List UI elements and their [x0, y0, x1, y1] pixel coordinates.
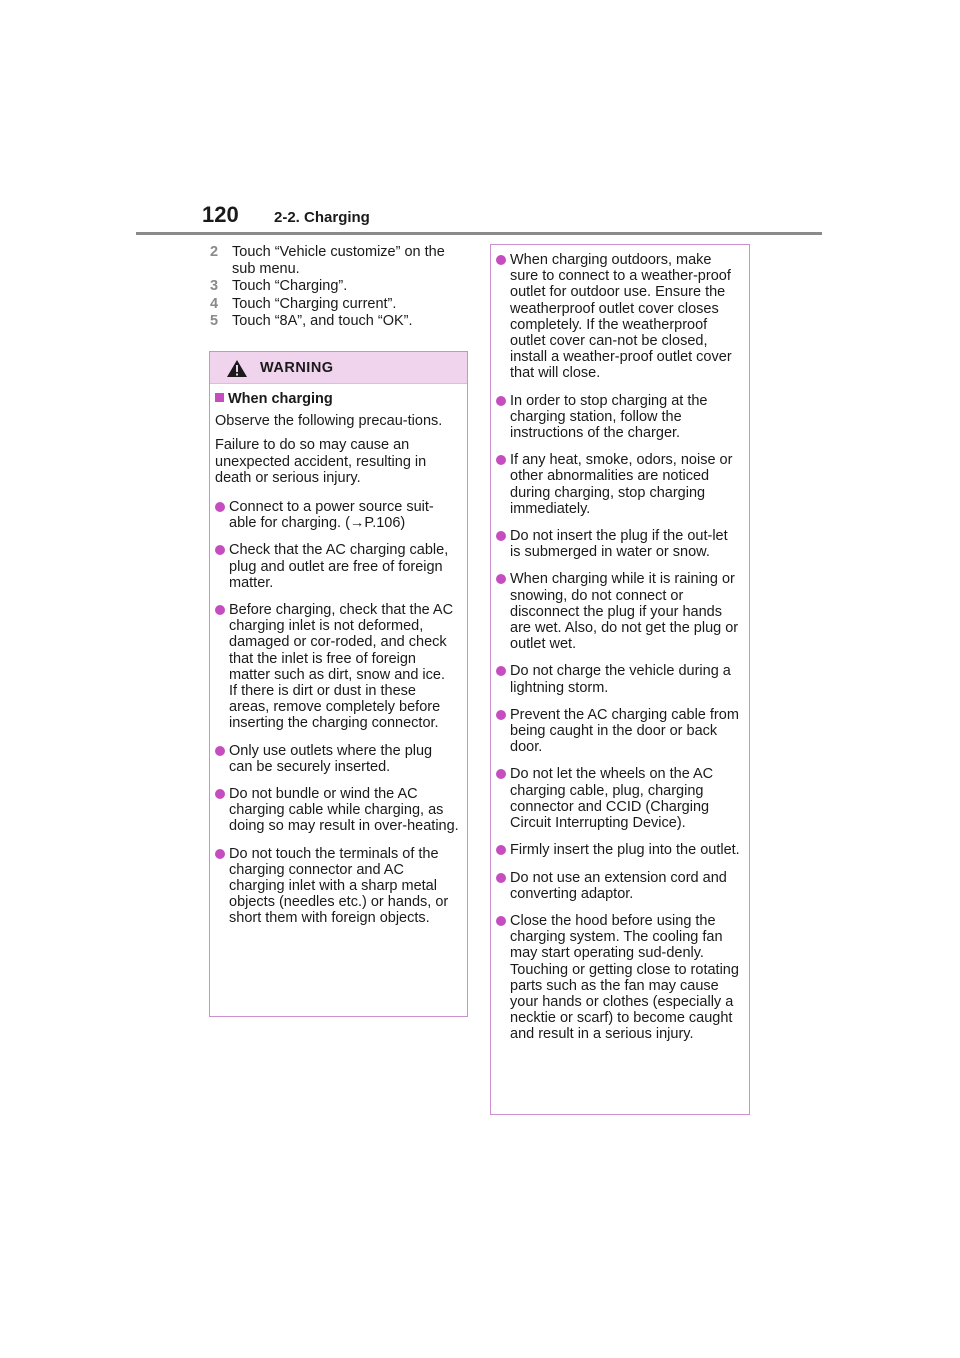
list-item: [215, 786, 459, 835]
procedure-steps: [210, 244, 470, 331]
list-item: [496, 842, 741, 858]
bullet-dot-icon: [215, 746, 225, 756]
step-number: 4: [210, 295, 219, 312]
list-item-text: Prevent the AC charging cable from being caught in the door or back door.: [510, 706, 739, 756]
warning-header: [210, 352, 467, 384]
list-item: [496, 707, 741, 756]
bullet-dot-icon: [215, 849, 225, 859]
list-item-text: Check that the AC charging cable, plug and outlet are free of foreign matter.: [229, 542, 449, 591]
subheading-text: When charging: [228, 391, 333, 407]
step-item: [210, 244, 470, 277]
list-item-text: Do not bundle or wind the AC charging cable while charging, as doing so may result in over-heating.: [229, 786, 459, 835]
warning-continued-box: [490, 244, 750, 1115]
bullet-dot-icon: [215, 545, 225, 555]
list-item: [496, 571, 741, 652]
bullet-dot-icon: [496, 531, 506, 541]
list-item: [215, 499, 459, 531]
list-item-text: Do not charge the vehicle during a lightning storm.: [510, 663, 731, 696]
list-item-text: Do not use an extension cord and converting adaptor.: [510, 869, 727, 902]
warning-subheading: [215, 391, 459, 407]
bullet-dot-icon: [496, 396, 506, 406]
list-item: [215, 846, 459, 927]
list-item-text: Firmly insert the plug into the outlet.: [510, 842, 740, 859]
bullet-dot-icon: [215, 605, 225, 615]
step-item: [210, 278, 470, 295]
list-item-text: Do not touch the terminals of the charging connector and AC charging inlet with a sharp metal objects (needles etc.) or hands, or short them with foreign objects.: [229, 845, 449, 927]
step-text: Touch “Vehicle customize” on the sub menu.: [232, 244, 445, 277]
square-bullet-icon: [215, 393, 224, 402]
list-item-text: Close the hood before using the charging system. The cooling fan may start operating sud-denly. Touching or getting close to rotating parts such as the fan may cause your hands or clothes (especially a necktie or scarf) to become caught and result in a serious injury.: [510, 912, 739, 1043]
step-number: 2: [210, 244, 219, 260]
list-item-text: When charging while it is raining or snowing, do not connect or disconnect the plug if your hands are wet. Also, do not get the plug or outlet wet.: [510, 571, 739, 653]
list-item-text: If any heat, smoke, odors, noise or other abnormalities are noticed during charging, stop charging immediately.: [510, 452, 733, 517]
bullet-dot-icon: [496, 666, 506, 676]
bullet-dot-icon: [496, 574, 506, 584]
list-item: [215, 743, 459, 775]
list-item-text: Only use outlets where the plug can be securely inserted.: [229, 742, 433, 775]
bullet-dot-icon: [496, 769, 506, 779]
bullet-dot-icon: [496, 710, 506, 720]
bullet-dot-icon: [496, 455, 506, 465]
list-item: [496, 870, 741, 902]
list-item: [496, 913, 741, 1043]
bullet-dot-icon: [496, 873, 506, 883]
list-item-text: When charging outdoors, make sure to connect to a weather-proof outlet for outdoor use. Ensure the weatherproof outlet cover closes completely. If the weatherproof outlet cover can-not be closed, install a weather-proof outlet cover that will close.: [510, 252, 732, 382]
section-title: 2-2. Charging: [274, 209, 370, 226]
list-item-text: Do not let the wheels on the AC charging cable, plug, charging connector and CCID (Charging Circuit Interrupting Device).: [510, 766, 714, 832]
step-item: [210, 313, 470, 330]
bullet-dot-icon: [496, 916, 506, 926]
list-item: [496, 252, 741, 382]
list-item: [496, 393, 741, 442]
page-number: 120: [202, 202, 239, 227]
bullet-dot-icon: [496, 845, 506, 855]
list-item-text: In order to stop charging at the charging station, follow the instructions of the charger.: [510, 392, 708, 442]
list-item: [496, 528, 741, 560]
step-number: 3: [210, 278, 219, 294]
list-item-text: Connect to a power source suit-able for charging. (→P.106): [229, 499, 434, 532]
warning-intro: Observe the following precau-tions.: [215, 413, 443, 430]
list-item-text: If there is dirt or dust in these areas, remove completely before inserting the charging connector.: [229, 683, 441, 732]
list-item: [215, 542, 459, 591]
step-text: Touch “8A”, and touch “OK”.: [232, 313, 413, 329]
list-item-text: Do not insert the plug if the out-let is submerged in water or snow.: [510, 528, 728, 561]
bullet-dot-icon: [215, 789, 225, 799]
bullet-dot-icon: [215, 502, 225, 512]
warning-triangle-icon: [226, 359, 248, 378]
list-item: [496, 663, 741, 695]
step-number: 5: [210, 313, 219, 329]
warning-title: WARNING: [260, 360, 334, 376]
list-item-text: Before charging, check that the AC charging inlet is not deformed, damaged or cor-roded, and check that the inlet is free of foreign matter such as dirt, snow and ice.: [229, 602, 454, 683]
list-item: [496, 766, 741, 831]
warning-consequence: Failure to do so may cause an unexpected accident, resulting in death or serious injury.: [215, 437, 427, 486]
step-item: [210, 296, 470, 313]
list-item: [496, 452, 741, 517]
step-text: Touch “Charging”.: [232, 278, 348, 294]
warning-body: [210, 384, 467, 927]
list-item: [215, 602, 459, 732]
header-divider: [136, 232, 822, 235]
step-text: Touch “Charging current”.: [232, 295, 397, 312]
warning-box: [209, 351, 468, 1017]
bullet-dot-icon: [496, 255, 506, 265]
